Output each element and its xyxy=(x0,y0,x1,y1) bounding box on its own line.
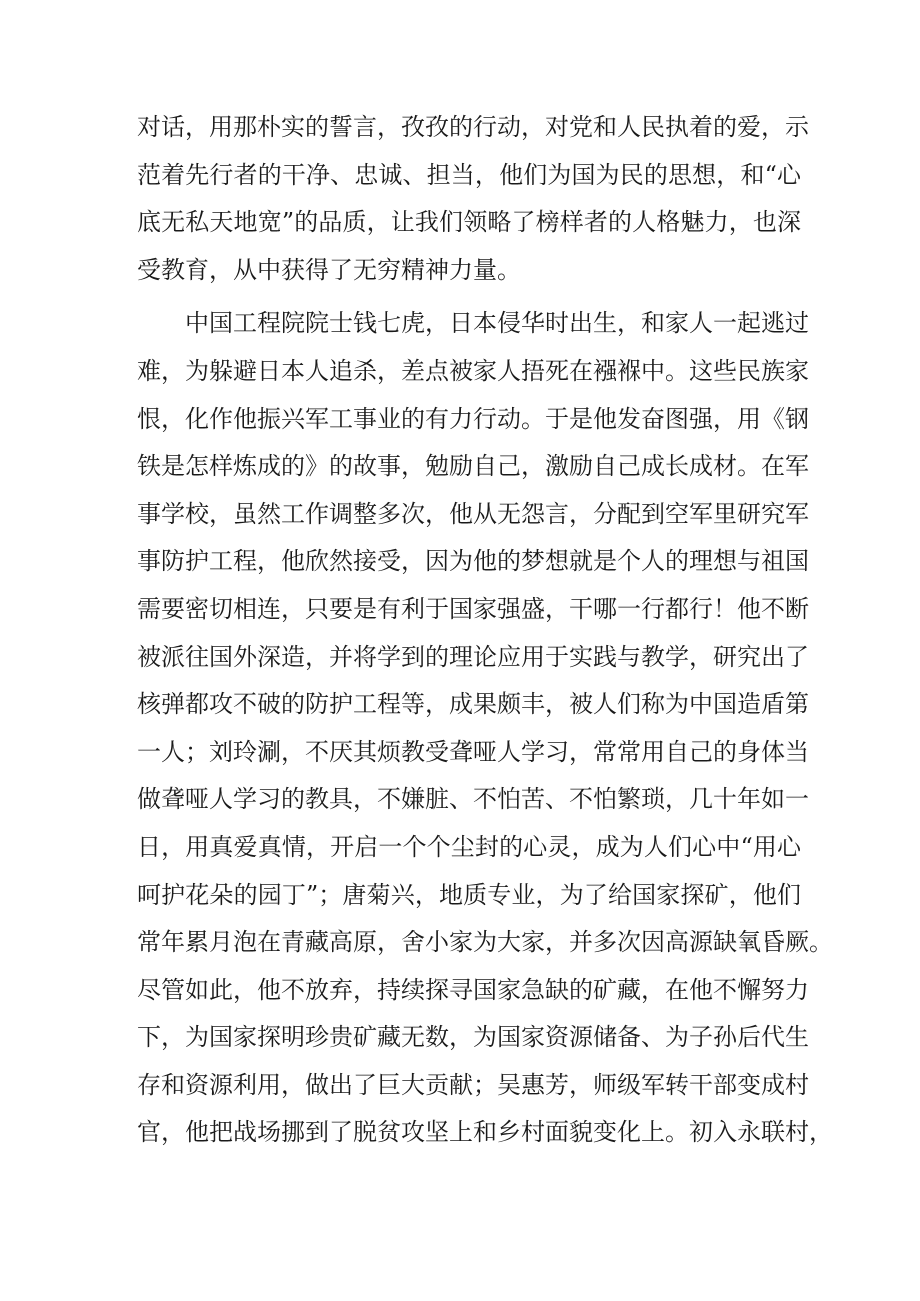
text-line: 被派往国外深造，并将学到的理论应用于实践与教学，研究出了 xyxy=(137,642,809,671)
text-line: 常年累月泡在青藏高原，舍小家为大家，并多次因高源缺氧昏厥。 xyxy=(137,928,833,957)
document-body xyxy=(137,104,833,1157)
text-line: 一人；刘玲涮，不厌其烦教受聋哑人学习，常常用自己的身体当 xyxy=(137,737,809,766)
text-line: 事学校，虽然工作调整多次，他从无怨言，分配到空军里研究军 xyxy=(137,499,809,528)
text-line: 官，他把战场挪到了脱贫攻坚上和乡村面貌变化上。初入永联村， xyxy=(137,1118,833,1147)
text-line: 受教育，从中获得了无穷精神力量。 xyxy=(137,255,521,284)
text-line: 尽管如此，他不放弃，持续探寻国家急缺的矿藏，在他不懈努力 xyxy=(137,975,809,1004)
text-line: 呵护花朵的园丁”；唐菊兴，地质专业，为了给国家探矿，他们 xyxy=(137,880,801,909)
text-line: 难，为躲避日本人追杀，差点被家人捂死在襁褓中。这些民族家 xyxy=(137,356,809,385)
text-line: 恨，化作他振兴军工事业的有力行动。于是他发奋图强，用《钢 xyxy=(137,404,809,433)
text-line: 核弹都攻不破的防护工程等，成果颇丰，被人们称为中国造盾第 xyxy=(137,690,809,719)
paragraph-2 xyxy=(137,300,833,1157)
text-line: 存和资源利用，做出了巨大贡献；吴惠芳，师级军转干部变成村 xyxy=(137,1070,809,1099)
text-line: 对话，用那朴实的誓言，孜孜的行动，对党和人民执着的爱，示 xyxy=(137,113,809,141)
text-line: 铁是怎样炼成的》的故事，勉励自己，激励自己成长成材。在军 xyxy=(137,452,809,481)
text-line: 需要密切相连，只要是有利于国家强盛，干哪一行都行！他不断 xyxy=(137,594,809,623)
text-line: 下，为国家探明珍贵矿藏无数，为国家资源储备、为子孙后代生 xyxy=(137,1023,809,1052)
text-line: 底无私天地宽”的品质，让我们领略了榜样者的人格魅力，也深 xyxy=(137,208,801,237)
text-line: 日，用真爱真情，开启一个个尘封的心灵，成为人们心中“用心 xyxy=(137,832,801,861)
text-line: 事防护工程，他欣然接受，因为他的梦想就是个人的理想与祖国 xyxy=(137,547,809,576)
text-line: 范着先行者的干净、忠诚、担当，他们为国为民的思想，和“心 xyxy=(137,160,801,189)
text-line: 做聋哑人学习的教具，不嫌脏、不怕苦、不怕繁琐，几十年如一 xyxy=(137,785,809,814)
text-line: 中国工程院院士钱七虎，日本侵华时出生，和家人一起逃过 xyxy=(185,309,809,338)
paragraph-1 xyxy=(137,104,809,294)
